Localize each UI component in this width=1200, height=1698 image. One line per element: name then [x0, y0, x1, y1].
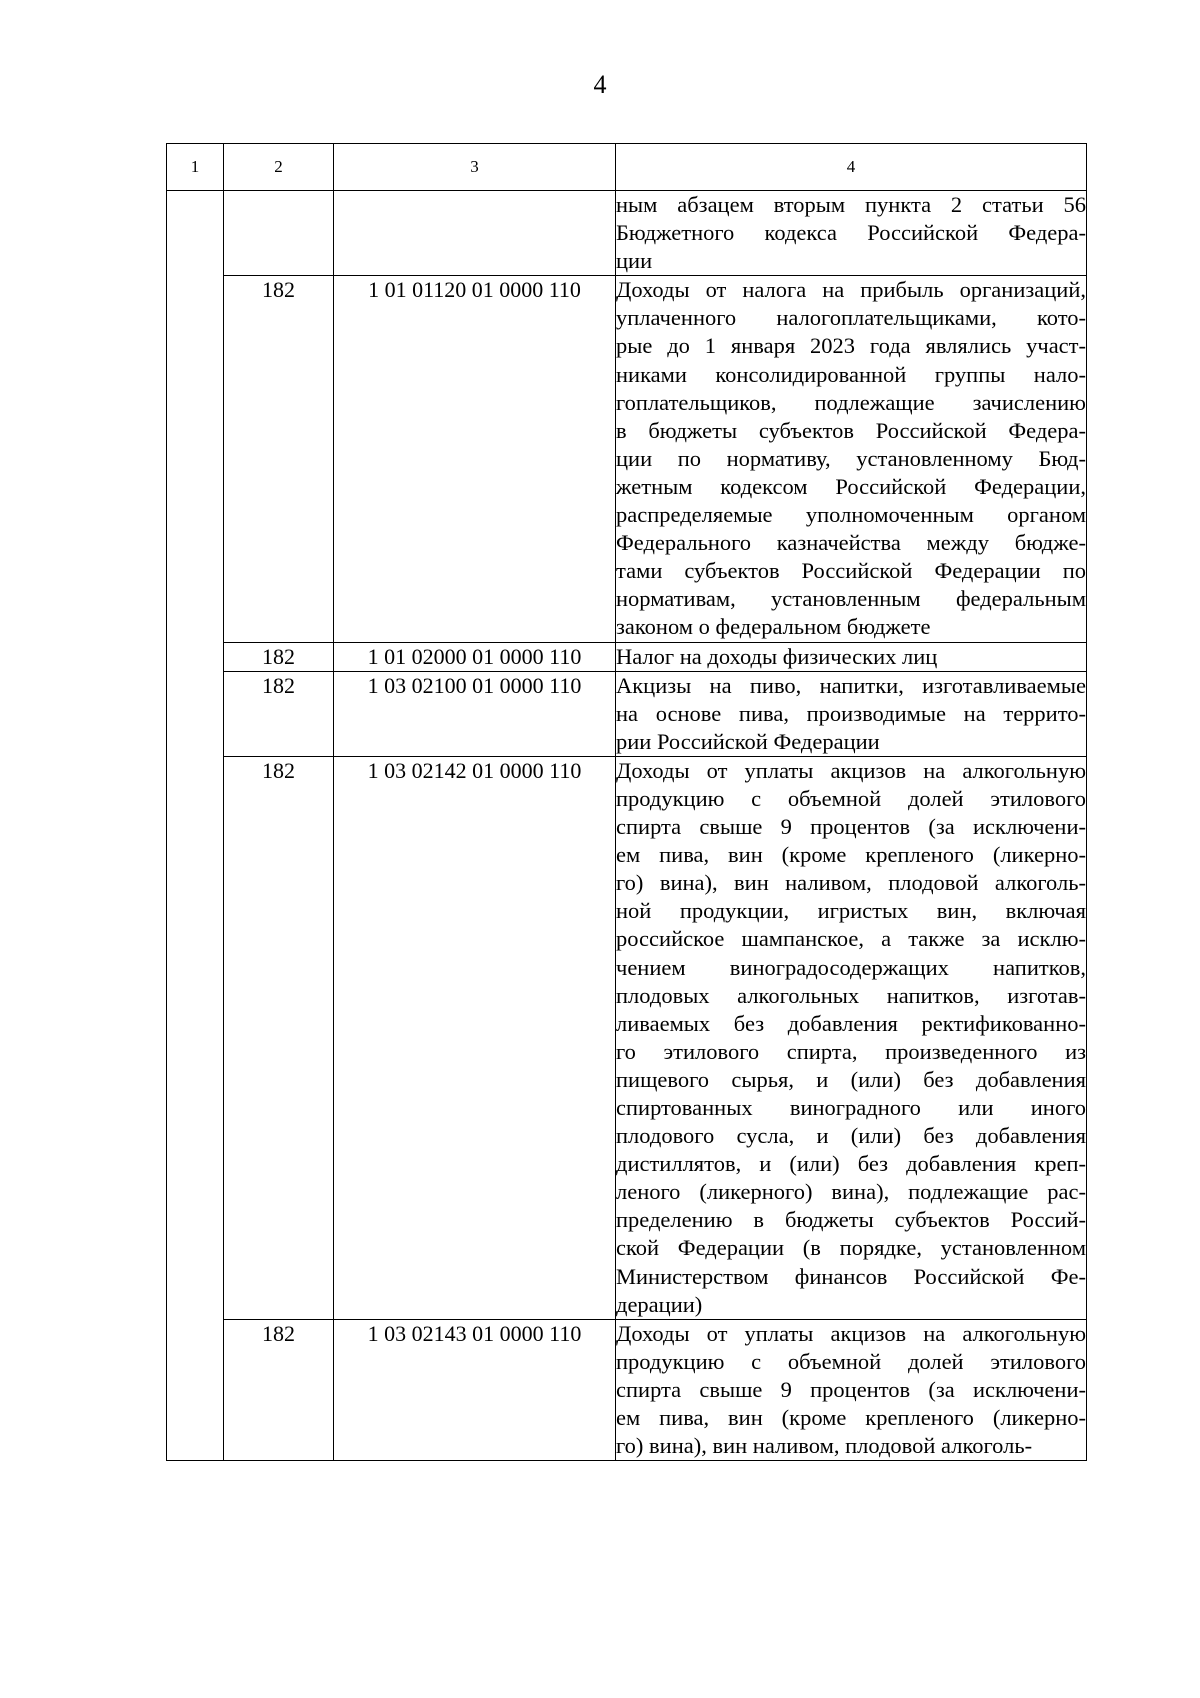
- description-line: Доходы от налога на прибыль организаций,: [616, 277, 1086, 303]
- description-cell: [616, 191, 1087, 276]
- description-line: плодового сусла, и (или) без добавления: [616, 1123, 1086, 1149]
- description-line: го) вина), вин наливом, плодовой алкоголь-: [616, 1433, 1033, 1459]
- description-line: чением виноградосодержащих напитков,: [616, 954, 1086, 980]
- description-line: уплаченного налогоплательщиками, кото-: [616, 305, 1086, 331]
- description-line: ции: [616, 248, 653, 274]
- description-line: го этилового спирта, произведенного из: [616, 1038, 1086, 1064]
- header-col-3: 3: [334, 144, 616, 191]
- description-line: рые до 1 января 2023 года являлись участ-: [616, 333, 1086, 359]
- revenue-code-cell: [334, 191, 616, 276]
- description-line: Министерством финансов Российской Фе-: [616, 1263, 1086, 1289]
- revenue-code-cell: 1 03 02100 01 0000 110: [334, 671, 616, 756]
- revenue-code-cell: 1 03 02142 01 0000 110: [334, 756, 616, 1319]
- description-cell: [616, 671, 1087, 756]
- header-col-1: 1: [167, 144, 224, 191]
- description-line: гоплательщиков, подлежащие зачислению: [616, 389, 1086, 415]
- table-row: [167, 276, 1087, 642]
- description-line: продукцию с объемной долей этилового: [616, 785, 1086, 811]
- table-row: [167, 191, 1087, 276]
- table-row: [167, 1319, 1087, 1460]
- table-header-row: [167, 144, 1087, 191]
- description-line: ем пива, вин (кроме крепленого (ликерно-: [616, 842, 1086, 868]
- description-line: никами консолидированной группы нало-: [616, 361, 1086, 387]
- description-line: ным абзацем вторым пункта 2 статьи 56: [616, 192, 1086, 217]
- admin-code-cell: 182: [224, 756, 334, 1319]
- description-line: законом о федеральном бюджете: [616, 614, 931, 640]
- page-number: 4: [593, 70, 607, 99]
- admin-code-cell: 182: [224, 1319, 334, 1460]
- description-line: рии Российской Федерации: [616, 728, 880, 754]
- description-line: спирта свыше 9 процентов (за исключени-: [616, 814, 1086, 840]
- description-cell: [616, 642, 1087, 671]
- description-cell: [616, 1319, 1087, 1460]
- description-line: в бюджеты субъектов Российской Федера-: [616, 417, 1086, 443]
- header-col-4: 4: [616, 144, 1087, 191]
- description-line: ной продукции, игристых вин, включая: [616, 898, 1086, 924]
- revenue-code-cell: 1 03 02143 01 0000 110: [334, 1319, 616, 1460]
- description-line: ции по нормативу, установленному Бюд-: [616, 445, 1086, 471]
- description-line: дерации): [616, 1291, 703, 1317]
- description-line: Федерального казначейства между бюдже-: [616, 530, 1086, 556]
- description-line: жетным кодексом Российской Федерации,: [616, 473, 1086, 499]
- description-line: плодовых алкогольных напитков, изготав-: [616, 982, 1086, 1008]
- description-line: дистиллятов, и (или) без добавления креп-: [616, 1151, 1086, 1177]
- description-line: Бюджетного кодекса Российской Федера-: [616, 220, 1086, 246]
- description-line: спирта свыше 9 процентов (за исключени-: [616, 1376, 1086, 1402]
- description-line: го) вина), вин наливом, плодовой алкоголь-: [616, 870, 1086, 896]
- description-line: пределению в бюджеты субъектов Россий-: [616, 1207, 1086, 1233]
- admin-code-cell: [224, 191, 334, 276]
- description-cell: [616, 756, 1087, 1319]
- description-line: на основе пива, производимые на террито-: [616, 700, 1086, 726]
- description-line: пищевого сырья, и (или) без добавления: [616, 1066, 1086, 1092]
- description-line: ливаемых без добавления ректификованно-: [616, 1010, 1086, 1036]
- group-column-cell: [167, 191, 224, 1461]
- revenue-table: [166, 143, 1087, 1461]
- description-line: продукцию с объемной долей этилового: [616, 1348, 1086, 1374]
- description-line: спиртованных виноградного или иного: [616, 1095, 1086, 1120]
- table-row: [167, 642, 1087, 671]
- description-line: Доходы от уплаты акцизов на алкогольную: [616, 757, 1086, 783]
- revenue-code-cell: 1 01 02000 01 0000 110: [334, 642, 616, 671]
- description-line: ем пива, вин (кроме крепленого (ликерно-: [616, 1405, 1086, 1431]
- description-line: распределяемые уполномоченным органом: [616, 502, 1086, 528]
- revenue-code-cell: 1 01 01120 01 0000 110: [334, 276, 616, 642]
- admin-code-cell: 182: [224, 642, 334, 671]
- description-line: российское шампанское, а также за исклю-: [616, 926, 1086, 952]
- admin-code-cell: 182: [224, 671, 334, 756]
- table-body: [167, 191, 1087, 1461]
- admin-code-cell: 182: [224, 276, 334, 642]
- description-line: Доходы от уплаты акцизов на алкогольную: [616, 1320, 1086, 1346]
- header-col-2: 2: [224, 144, 334, 191]
- description-line: леного (ликерного) вина), подлежащие рас-: [616, 1179, 1086, 1205]
- table-row: [167, 671, 1087, 756]
- description-cell: [616, 276, 1087, 642]
- description-line: ской Федерации (в порядке, установленном: [616, 1235, 1086, 1261]
- description-line: нормативам, установленным федеральным: [616, 586, 1086, 612]
- description-line: Акцизы на пиво, напитки, изготавливаемые: [616, 672, 1086, 698]
- table-row: [167, 756, 1087, 1319]
- description-line: тами субъектов Российской Федерации по: [616, 558, 1086, 584]
- description-line: Налог на доходы физических лиц: [616, 643, 938, 669]
